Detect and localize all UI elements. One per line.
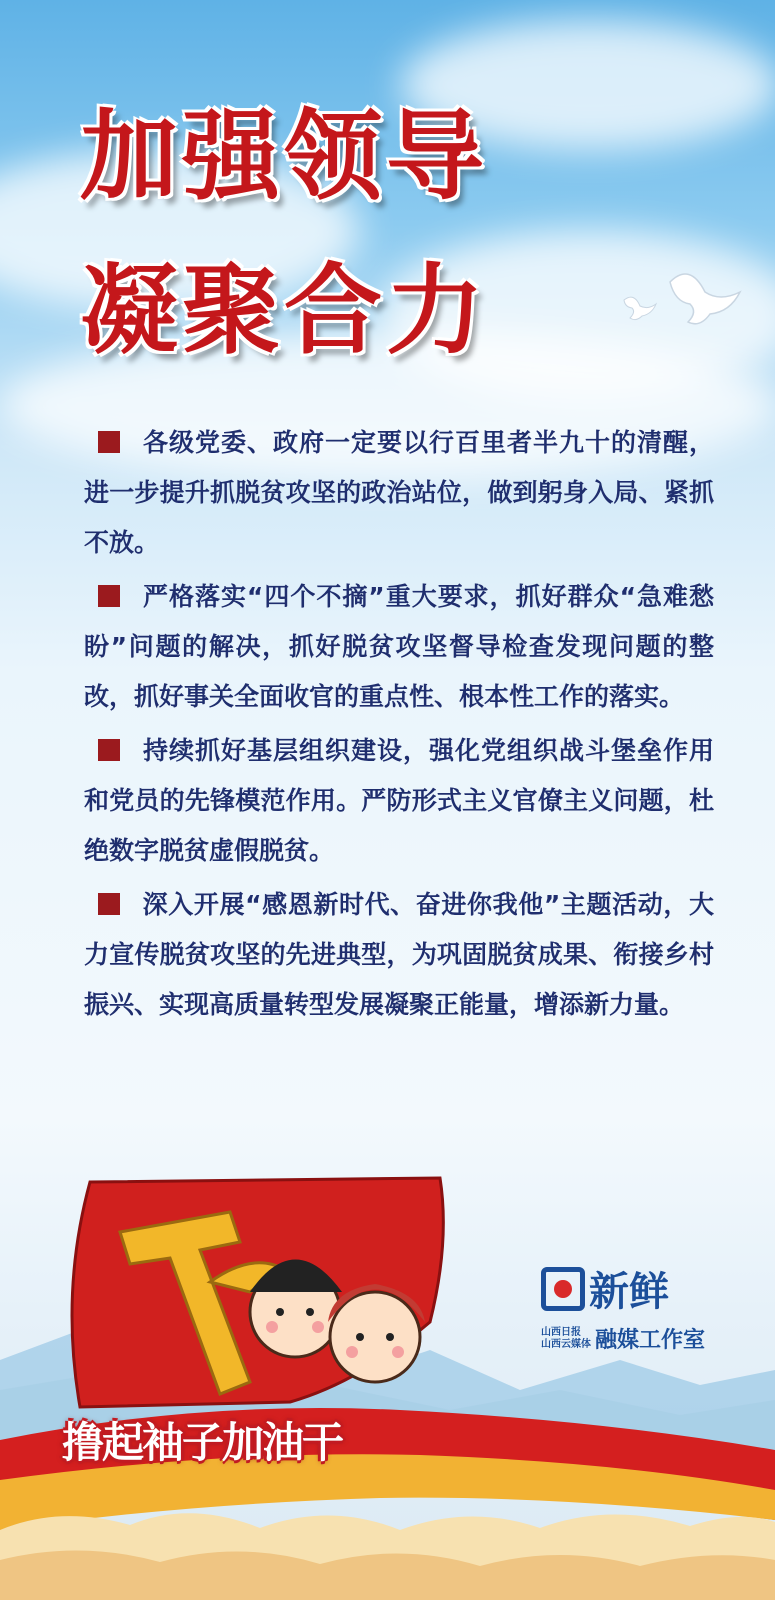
cartoon-farmer-icon (328, 1284, 425, 1382)
dove-icon (620, 292, 660, 322)
logo-org-line-2: 山西云媒体 (541, 1338, 591, 1350)
title-line-1: 加强领导 (80, 99, 489, 214)
square-bullet-icon (98, 893, 120, 915)
title-line-2: 凝聚合力 (80, 253, 489, 368)
logo-name: 新鲜 (589, 1269, 669, 1315)
party-flag (60, 1172, 470, 1422)
square-bullet-icon (98, 585, 120, 607)
logo-mark-icon (541, 1267, 585, 1311)
paragraph: 深入开展“感恩新时代、奋进你我他”主题活动，大力宣传脱贫攻坚的先进典型，为巩固脱贫成果、衔接乡村振兴、实现高质量转型发展凝聚正能量，增添新力量。 (84, 890, 714, 1019)
paragraph: 严格落实“四个不摘”重大要求，抓好群众“急难愁盼”问题的解决，抓好脱贫攻坚督导检查发现问题的整改，抓好事关全面收官的重点性、根本性工作的落实。 (84, 582, 714, 711)
paragraph: 各级党委、政府一定要以行百里者半九十的清醒，进一步提升抓脱贫攻坚的政治站位，做到躬身入局、紧抓不放。 (84, 428, 714, 557)
media-logo (541, 1260, 709, 1354)
logo-org-line-1: 山西日报 (541, 1326, 581, 1338)
slogan-text: 撸起袖子加油干 (62, 1418, 343, 1467)
paragraph: 持续抓好基层组织建设，强化党组织战斗堡垒作用和党员的先锋模范作用。严防形式主义官僚主义问题，杜绝数字脱贫虚假脱贫。 (84, 736, 714, 865)
square-bullet-icon (98, 431, 120, 453)
logo-studio: 融媒工作室 (595, 1328, 706, 1353)
square-bullet-icon (98, 739, 120, 761)
dove-icon (660, 262, 750, 332)
content-block (84, 418, 714, 1034)
